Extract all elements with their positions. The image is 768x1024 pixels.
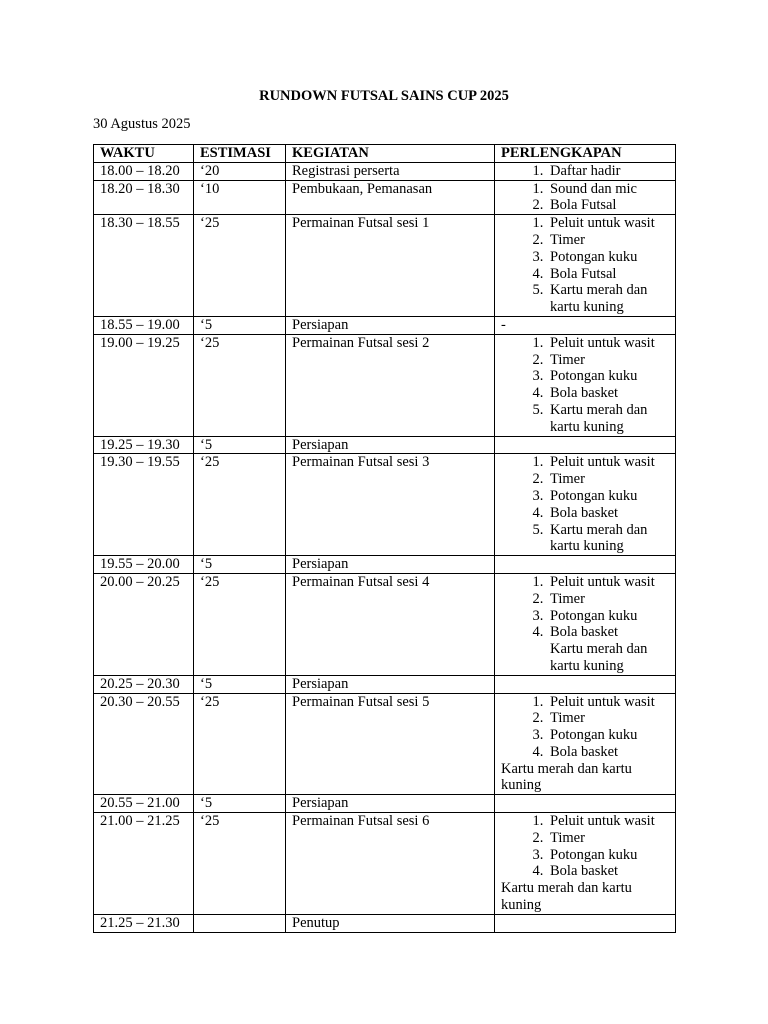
rundown-body bbox=[94, 162, 676, 932]
perlengkapan-cell bbox=[495, 675, 676, 693]
equipment-item: 1. Peluit untuk wasit bbox=[547, 454, 669, 471]
equipment-list bbox=[501, 335, 669, 436]
waktu-cell: 20.00 – 20.25 bbox=[94, 573, 194, 675]
estimasi-cell: ‘25 bbox=[194, 573, 286, 675]
perlengkapan-cell bbox=[495, 556, 676, 574]
waktu-cell: 20.25 – 20.30 bbox=[94, 675, 194, 693]
table-row bbox=[94, 454, 676, 556]
waktu-cell: 18.00 – 18.20 bbox=[94, 162, 194, 180]
table-row bbox=[94, 556, 676, 574]
document-title: RUNDOWN FUTSAL SAINS CUP 2025 bbox=[259, 88, 509, 104]
estimasi-cell: ‘25 bbox=[194, 334, 286, 436]
equipment-list bbox=[501, 813, 669, 880]
kegiatan-cell: Persiapan bbox=[286, 675, 495, 693]
rundown-table bbox=[93, 144, 676, 933]
perlengkapan-cell bbox=[495, 180, 676, 215]
equipment-item: 5. Kartu merah dan kartu kuning bbox=[547, 282, 669, 316]
table-row bbox=[94, 675, 676, 693]
table-row bbox=[94, 914, 676, 932]
kegiatan-cell: Permainan Futsal sesi 3 bbox=[286, 454, 495, 556]
equipment-item: 3. Potongan kuku bbox=[547, 608, 669, 625]
waktu-cell: 18.55 – 19.00 bbox=[94, 316, 194, 334]
table-row bbox=[94, 573, 676, 675]
table-row bbox=[94, 813, 676, 915]
estimasi-cell: ‘25 bbox=[194, 693, 286, 795]
table-row bbox=[94, 334, 676, 436]
equipment-item: 1. Peluit untuk wasit bbox=[547, 215, 669, 232]
perlengkapan-cell bbox=[495, 813, 676, 915]
perlengkapan-cell bbox=[495, 693, 676, 795]
table-row bbox=[94, 162, 676, 180]
waktu-cell: 20.55 – 21.00 bbox=[94, 795, 194, 813]
estimasi-cell: ‘10 bbox=[194, 180, 286, 215]
waktu-cell: 19.55 – 20.00 bbox=[94, 556, 194, 574]
equipment-item: 2. Timer bbox=[547, 232, 669, 249]
kegiatan-cell: Registrasi perserta bbox=[286, 162, 495, 180]
equipment-item: 3. Potongan kuku bbox=[547, 847, 669, 864]
equipment-item: 2. Timer bbox=[547, 710, 669, 727]
kegiatan-cell: Permainan Futsal sesi 5 bbox=[286, 693, 495, 795]
equipment-item: 3. Potongan kuku bbox=[547, 249, 669, 266]
estimasi-cell: ‘5 bbox=[194, 795, 286, 813]
equipment-item: 2. Timer bbox=[547, 352, 669, 369]
equipment-item: 1. Peluit untuk wasit bbox=[547, 574, 669, 591]
perlengkapan-cell bbox=[495, 162, 676, 180]
equipment-list bbox=[501, 181, 669, 215]
equipment-item: 1. Sound dan mic bbox=[547, 181, 669, 198]
equipment-note: Kartu merah dan kartu kuning bbox=[501, 760, 632, 794]
equipment-list bbox=[501, 215, 669, 316]
equipment-note: - bbox=[501, 316, 506, 333]
kegiatan-cell: Persiapan bbox=[286, 436, 495, 454]
equipment-item: 4. Bola basket bbox=[547, 744, 669, 761]
table-row bbox=[94, 693, 676, 795]
equipment-list bbox=[501, 163, 669, 180]
kegiatan-cell: Persiapan bbox=[286, 316, 495, 334]
kegiatan-cell: Permainan Futsal sesi 2 bbox=[286, 334, 495, 436]
perlengkapan-cell bbox=[495, 215, 676, 317]
table-row bbox=[94, 215, 676, 317]
kegiatan-cell: Penutup bbox=[286, 914, 495, 932]
perlengkapan-cell bbox=[495, 334, 676, 436]
equipment-item-continuation: Kartu merah dan bbox=[550, 641, 648, 658]
perlengkapan-cell bbox=[495, 454, 676, 556]
kegiatan-cell: Permainan Futsal sesi 4 bbox=[286, 573, 495, 675]
waktu-cell: 19.25 – 19.30 bbox=[94, 436, 194, 454]
perlengkapan-cell bbox=[495, 316, 676, 334]
estimasi-cell: ‘5 bbox=[194, 316, 286, 334]
equipment-item: 1. Peluit untuk wasit bbox=[547, 335, 669, 352]
kegiatan-cell: Pembukaan, Pemanasan bbox=[286, 180, 495, 215]
header-perlengkapan: PERLENGKAPAN bbox=[495, 145, 676, 163]
equipment-item: 5. Kartu merah dan kartu kuning bbox=[547, 402, 669, 436]
equipment-item: 3. Potongan kuku bbox=[547, 727, 669, 744]
perlengkapan-cell bbox=[495, 436, 676, 454]
perlengkapan-cell bbox=[495, 795, 676, 813]
table-row bbox=[94, 795, 676, 813]
waktu-cell: 19.30 – 19.55 bbox=[94, 454, 194, 556]
equipment-list bbox=[501, 574, 669, 641]
equipment-item: 3. Potongan kuku bbox=[547, 488, 669, 505]
equipment-list bbox=[501, 454, 669, 555]
equipment-item: 2. Timer bbox=[547, 591, 669, 608]
equipment-item: 4. Bola Futsal bbox=[547, 266, 669, 283]
table-row bbox=[94, 316, 676, 334]
header-estimasi: ESTIMASI bbox=[194, 145, 286, 163]
kegiatan-cell: Permainan Futsal sesi 6 bbox=[286, 813, 495, 915]
equipment-item: 1. Peluit untuk wasit bbox=[547, 694, 669, 711]
equipment-item: 4. Bola basket bbox=[547, 624, 669, 641]
equipment-item: 1. Daftar hadir bbox=[547, 163, 669, 180]
estimasi-cell: ‘5 bbox=[194, 556, 286, 574]
table-row bbox=[94, 180, 676, 215]
equipment-note: Kartu merah dan kartu kuning bbox=[501, 880, 632, 914]
equipment-item-continuation: kartu kuning bbox=[550, 657, 624, 674]
perlengkapan-cell bbox=[495, 914, 676, 932]
waktu-cell: 21.00 – 21.25 bbox=[94, 813, 194, 915]
equipment-item: 3. Potongan kuku bbox=[547, 368, 669, 385]
estimasi-cell: ‘5 bbox=[194, 675, 286, 693]
equipment-list bbox=[501, 694, 669, 761]
equipment-item: 2. Timer bbox=[547, 471, 669, 488]
estimasi-cell: ‘25 bbox=[194, 454, 286, 556]
equipment-item: 4. Bola basket bbox=[547, 505, 669, 522]
waktu-cell: 18.20 – 18.30 bbox=[94, 180, 194, 215]
event-date: 30 Agustus 2025 bbox=[93, 116, 191, 132]
waktu-cell: 21.25 – 21.30 bbox=[94, 914, 194, 932]
equipment-item: 2. Bola Futsal bbox=[547, 197, 669, 214]
equipment-item: 4. Bola basket bbox=[547, 385, 669, 402]
header-kegiatan: KEGIATAN bbox=[286, 145, 495, 163]
perlengkapan-cell bbox=[495, 573, 676, 675]
table-header-row bbox=[94, 145, 676, 163]
equipment-item: 1. Peluit untuk wasit bbox=[547, 813, 669, 830]
estimasi-cell: ‘25 bbox=[194, 215, 286, 317]
table-row bbox=[94, 436, 676, 454]
waktu-cell: 20.30 – 20.55 bbox=[94, 693, 194, 795]
estimasi-cell: ‘5 bbox=[194, 436, 286, 454]
header-waktu: WAKTU bbox=[94, 145, 194, 163]
equipment-item: 4. Bola basket bbox=[547, 863, 669, 880]
estimasi-cell: ‘20 bbox=[194, 162, 286, 180]
kegiatan-cell: Persiapan bbox=[286, 795, 495, 813]
kegiatan-cell: Permainan Futsal sesi 1 bbox=[286, 215, 495, 317]
waktu-cell: 18.30 – 18.55 bbox=[94, 215, 194, 317]
equipment-item: 2. Timer bbox=[547, 830, 669, 847]
waktu-cell: 19.00 – 19.25 bbox=[94, 334, 194, 436]
estimasi-cell bbox=[194, 914, 286, 932]
estimasi-cell: ‘25 bbox=[194, 813, 286, 915]
equipment-item: 5. Kartu merah dan kartu kuning bbox=[547, 522, 669, 556]
kegiatan-cell: Persiapan bbox=[286, 556, 495, 574]
